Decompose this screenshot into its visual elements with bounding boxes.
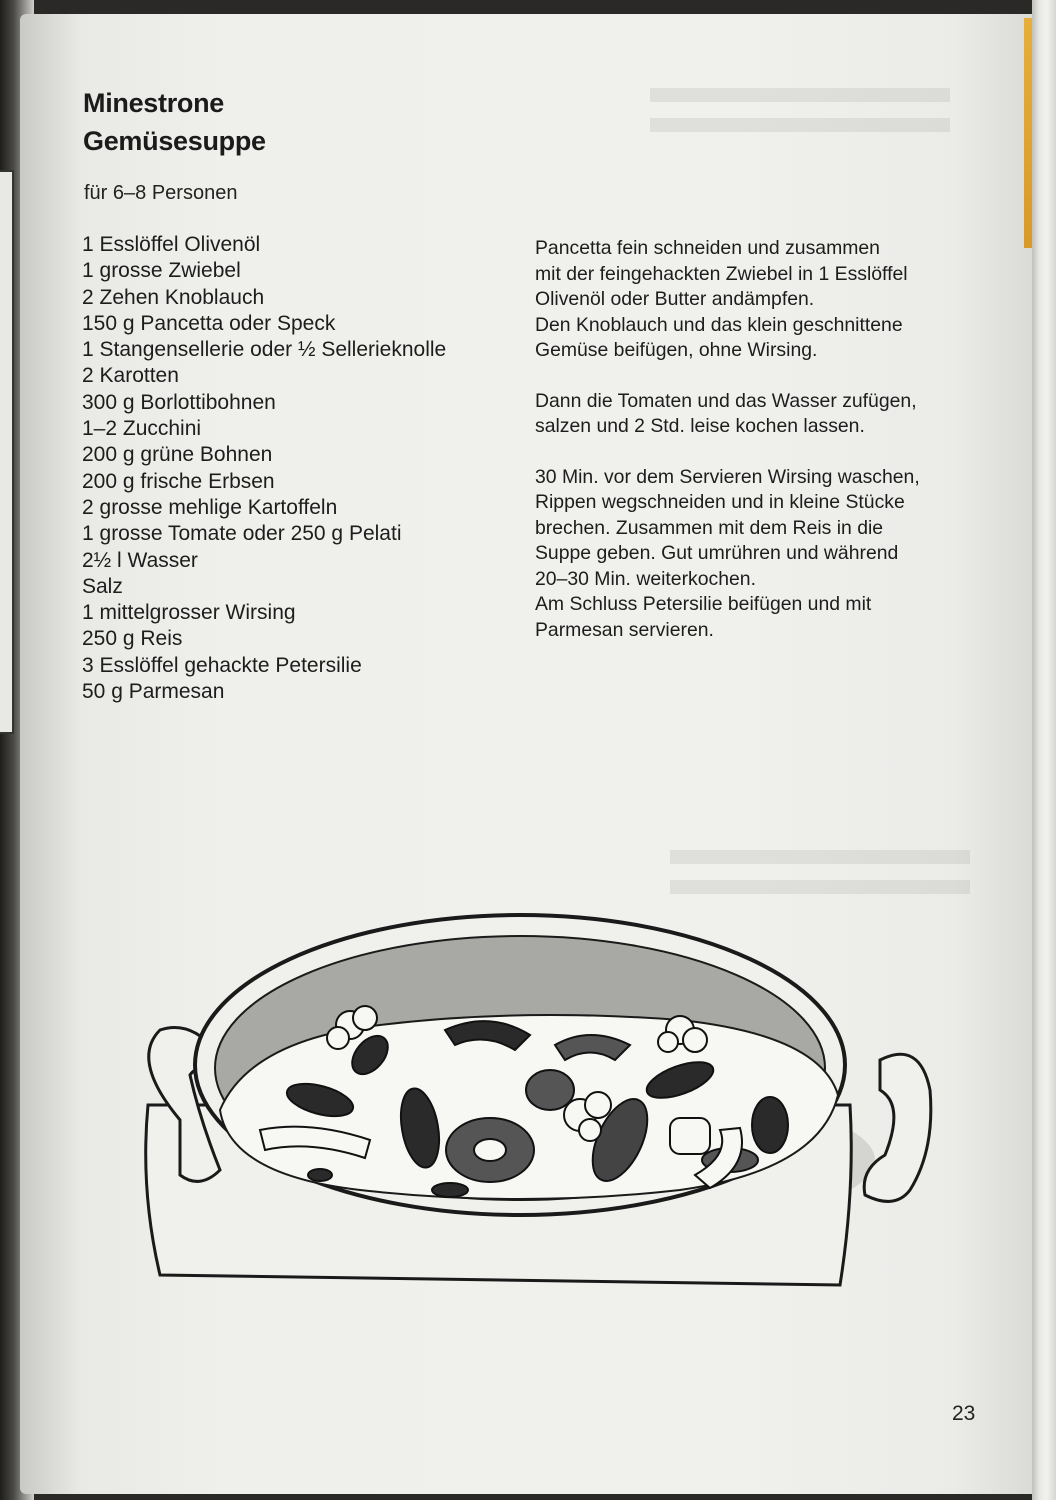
recipe-title-line-2: Gemüsesuppe (83, 126, 266, 156)
instruction-line: 20–30 Min. weiterkochen. (535, 567, 756, 590)
instruction-paragraph-2 (535, 389, 995, 440)
instruction-line: Gemüse beifügen, ohne Wirsing. (535, 339, 818, 361)
instruction-paragraph-3 (535, 465, 995, 644)
ingredient-item: 250 g Reis (82, 627, 183, 651)
instruction-line: Dann die Tomaten und das Wasser zufügen, (535, 389, 917, 412)
ingredient-item: 1 grosse Tomate oder 250 g Pelati (82, 522, 402, 546)
instructions (535, 236, 995, 668)
ingredient-item: 1 Esslöffel Olivenöl (82, 233, 261, 256)
ingredient-item: 2 Zehen Knoblauch (82, 285, 265, 309)
ingredient-item: 1–2 Zucchini (82, 417, 202, 441)
previous-page-edge (0, 170, 14, 734)
ingredient-list (82, 232, 446, 705)
show-through-block-1 (650, 88, 950, 148)
ingredient-item: 3 Esslöffel gehackte Petersilie (82, 653, 362, 677)
ingredient-item: 1 mittelgrosser Wirsing (82, 601, 296, 625)
instruction-line: Rippen wegschneiden und in kleine Stücke (535, 491, 905, 513)
ingredient-item: 2½ l Wasser (82, 548, 198, 572)
instruction-line: Olivenöl oder Butter andämpfen. (535, 288, 815, 310)
instruction-line: 30 Min. vor dem Servieren Wirsing waschen, (535, 465, 920, 488)
ingredient-item: 1 grosse Zwiebel (82, 259, 241, 283)
recipe-title (83, 84, 266, 160)
right-handle (864, 1054, 931, 1201)
instruction-line: Parmesan servieren. (535, 618, 714, 641)
instruction-line: salzen und 2 Std. leise kochen lassen. (535, 415, 865, 437)
instruction-line: Am Schluss Petersilie beifügen und mit (535, 593, 872, 615)
ingredient-item: 2 Karotten (82, 364, 179, 388)
page-stack-edge (1032, 0, 1056, 1500)
ingredient-item: 300 g Borlottibohnen (82, 390, 276, 414)
recipe-title-line-1: Minestrone (83, 88, 225, 118)
ingredient-item: Salz (82, 574, 123, 598)
instruction-line: mit der feingehackten Zwiebel in 1 Esslöffel (535, 262, 908, 285)
ingredient-item: 200 g frische Erbsen (82, 469, 275, 493)
ingredient-item: 2 grosse mehlige Kartoffeln (82, 495, 338, 519)
soup-pot-illustration (120, 890, 960, 1310)
ingredient-item: 150 g Pancetta oder Speck (82, 311, 336, 335)
servings-note: für 6–8 Personen (84, 182, 238, 204)
instruction-line: Pancetta fein schneiden und zusammen (535, 237, 880, 259)
instruction-line: brechen. Zusammen mit dem Reis in die (535, 516, 884, 539)
orange-page-tab (1024, 18, 1032, 248)
instruction-paragraph-1 (535, 236, 995, 364)
instruction-line: Den Knoblauch und das klein geschnittene (535, 313, 903, 336)
ingredient-item: 50 g Parmesan (82, 680, 225, 704)
page-number: 23 (952, 1402, 976, 1425)
instruction-line: Suppe geben. Gut umrühren und während (535, 542, 899, 564)
ingredient-item: 200 g grüne Bohnen (82, 443, 273, 467)
ingredient-item: 1 Stangensellerie oder ½ Sellerieknolle (82, 338, 447, 362)
